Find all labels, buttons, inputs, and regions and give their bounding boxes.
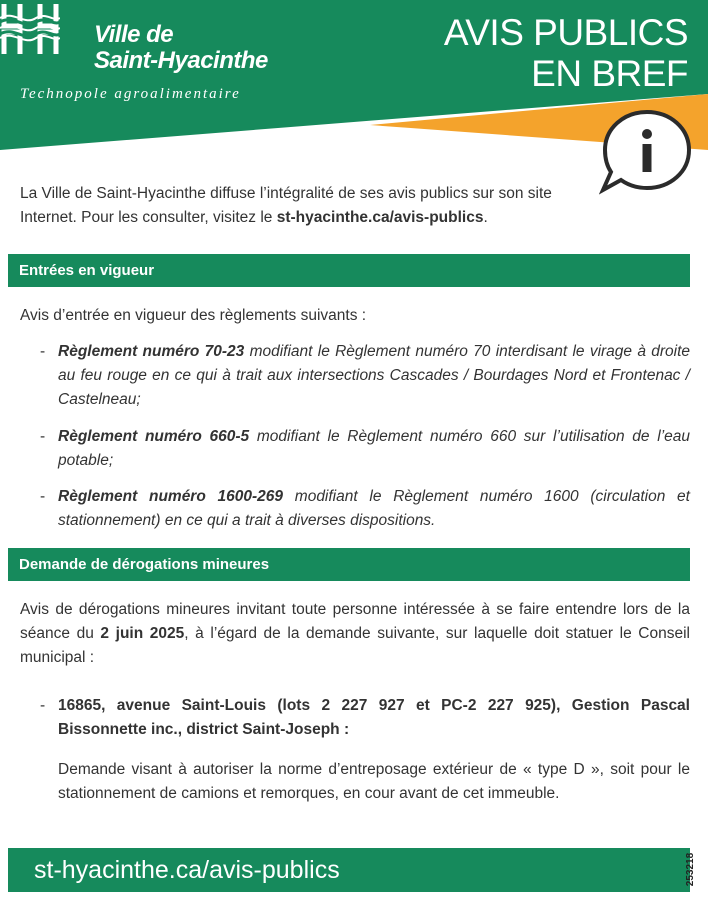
page-title-line1: AVIS PUBLICS xyxy=(443,12,688,53)
rule-title: Règlement numéro 70-23 xyxy=(58,343,245,360)
rule-title: Règlement numéro 1600-269 xyxy=(58,488,284,505)
footer-bar xyxy=(8,848,690,892)
intro-end: . xyxy=(483,209,488,226)
rule-item-70-23 xyxy=(40,340,690,412)
rule-description: modifiant le Règlement numéro 660 sur l’utilisation de l’eau potable; xyxy=(58,428,690,469)
page-title xyxy=(444,12,688,94)
city-name xyxy=(94,22,268,74)
rule-item-1600-269 xyxy=(40,485,690,533)
rule-description: modifiant le Règlement numéro 1600 (circulation et stationnement) en ce qui a trait à diverses dispositions. xyxy=(58,488,690,529)
derogation-request-item xyxy=(40,694,690,742)
rule-item-660-5 xyxy=(40,425,690,473)
bullet-dash: - xyxy=(40,428,46,445)
section-header-entrees: Entrées en vigueur xyxy=(8,254,690,287)
footer-url-link[interactable]: st-hyacinthe.ca/avis-publics xyxy=(34,856,340,884)
info-icon xyxy=(599,108,695,196)
intro-link[interactable]: st-hyacinthe.ca/avis-publics xyxy=(276,209,484,226)
meeting-date: 2 juin 2025 xyxy=(100,625,185,642)
bullet-dash: - xyxy=(40,488,46,505)
city-logo-icon xyxy=(0,0,60,58)
ad-code-number: 253218 xyxy=(685,852,697,887)
city-name-line2: Saint-Hyacinthe xyxy=(94,47,268,74)
bullet-dash: - xyxy=(40,343,46,360)
request-address: 16865, avenue Saint-Louis (lots 2 227 927 et PC-2 227 925), Gestion Pascal Bissonnette inc., district Saint-Joseph : xyxy=(58,697,690,738)
derogations-intro-text: Avis de dérogations mineures invitant toute personne intéressée à se faire entendre lors de la séance du xyxy=(20,601,690,642)
rule-title: Règlement numéro 660-5 xyxy=(58,428,250,445)
derogations-intro xyxy=(20,598,690,670)
tagline: Technopole agroalimentaire xyxy=(20,86,241,102)
rule-description: modifiant le Règlement numéro 70 interdisant le virage à droite au feu rouge en ce qui à trait aux intersections Cascades / Bourdages Nord et Frontenac / Castelneau; xyxy=(58,343,690,408)
intro-paragraph xyxy=(20,182,600,230)
page-title-line2: EN BREF xyxy=(531,53,688,94)
derogations-intro-end: , à l’égard de la demande suivante, sur laquelle doit statuer le Conseil municipal : xyxy=(20,625,690,666)
bullet-dash: - xyxy=(40,697,46,714)
ad-code xyxy=(682,852,708,892)
request-description: Demande visant à autoriser la norme d’entreposage extérieur de « type D », soit pour le stationnement de camions et remorques, en cour avant de cet immeuble. xyxy=(58,761,690,802)
intro-text: La Ville de Saint-Hyacinthe diffuse l’intégralité de ses avis publics sur son site Internet. Pour les consulter, visitez le xyxy=(20,185,552,226)
city-name-line1: Ville de xyxy=(94,21,174,48)
entrees-intro: Avis d’entrée en vigueur des règlements suivants : xyxy=(20,307,367,324)
section-header-derogations: Demande de dérogations mineures xyxy=(8,548,690,581)
